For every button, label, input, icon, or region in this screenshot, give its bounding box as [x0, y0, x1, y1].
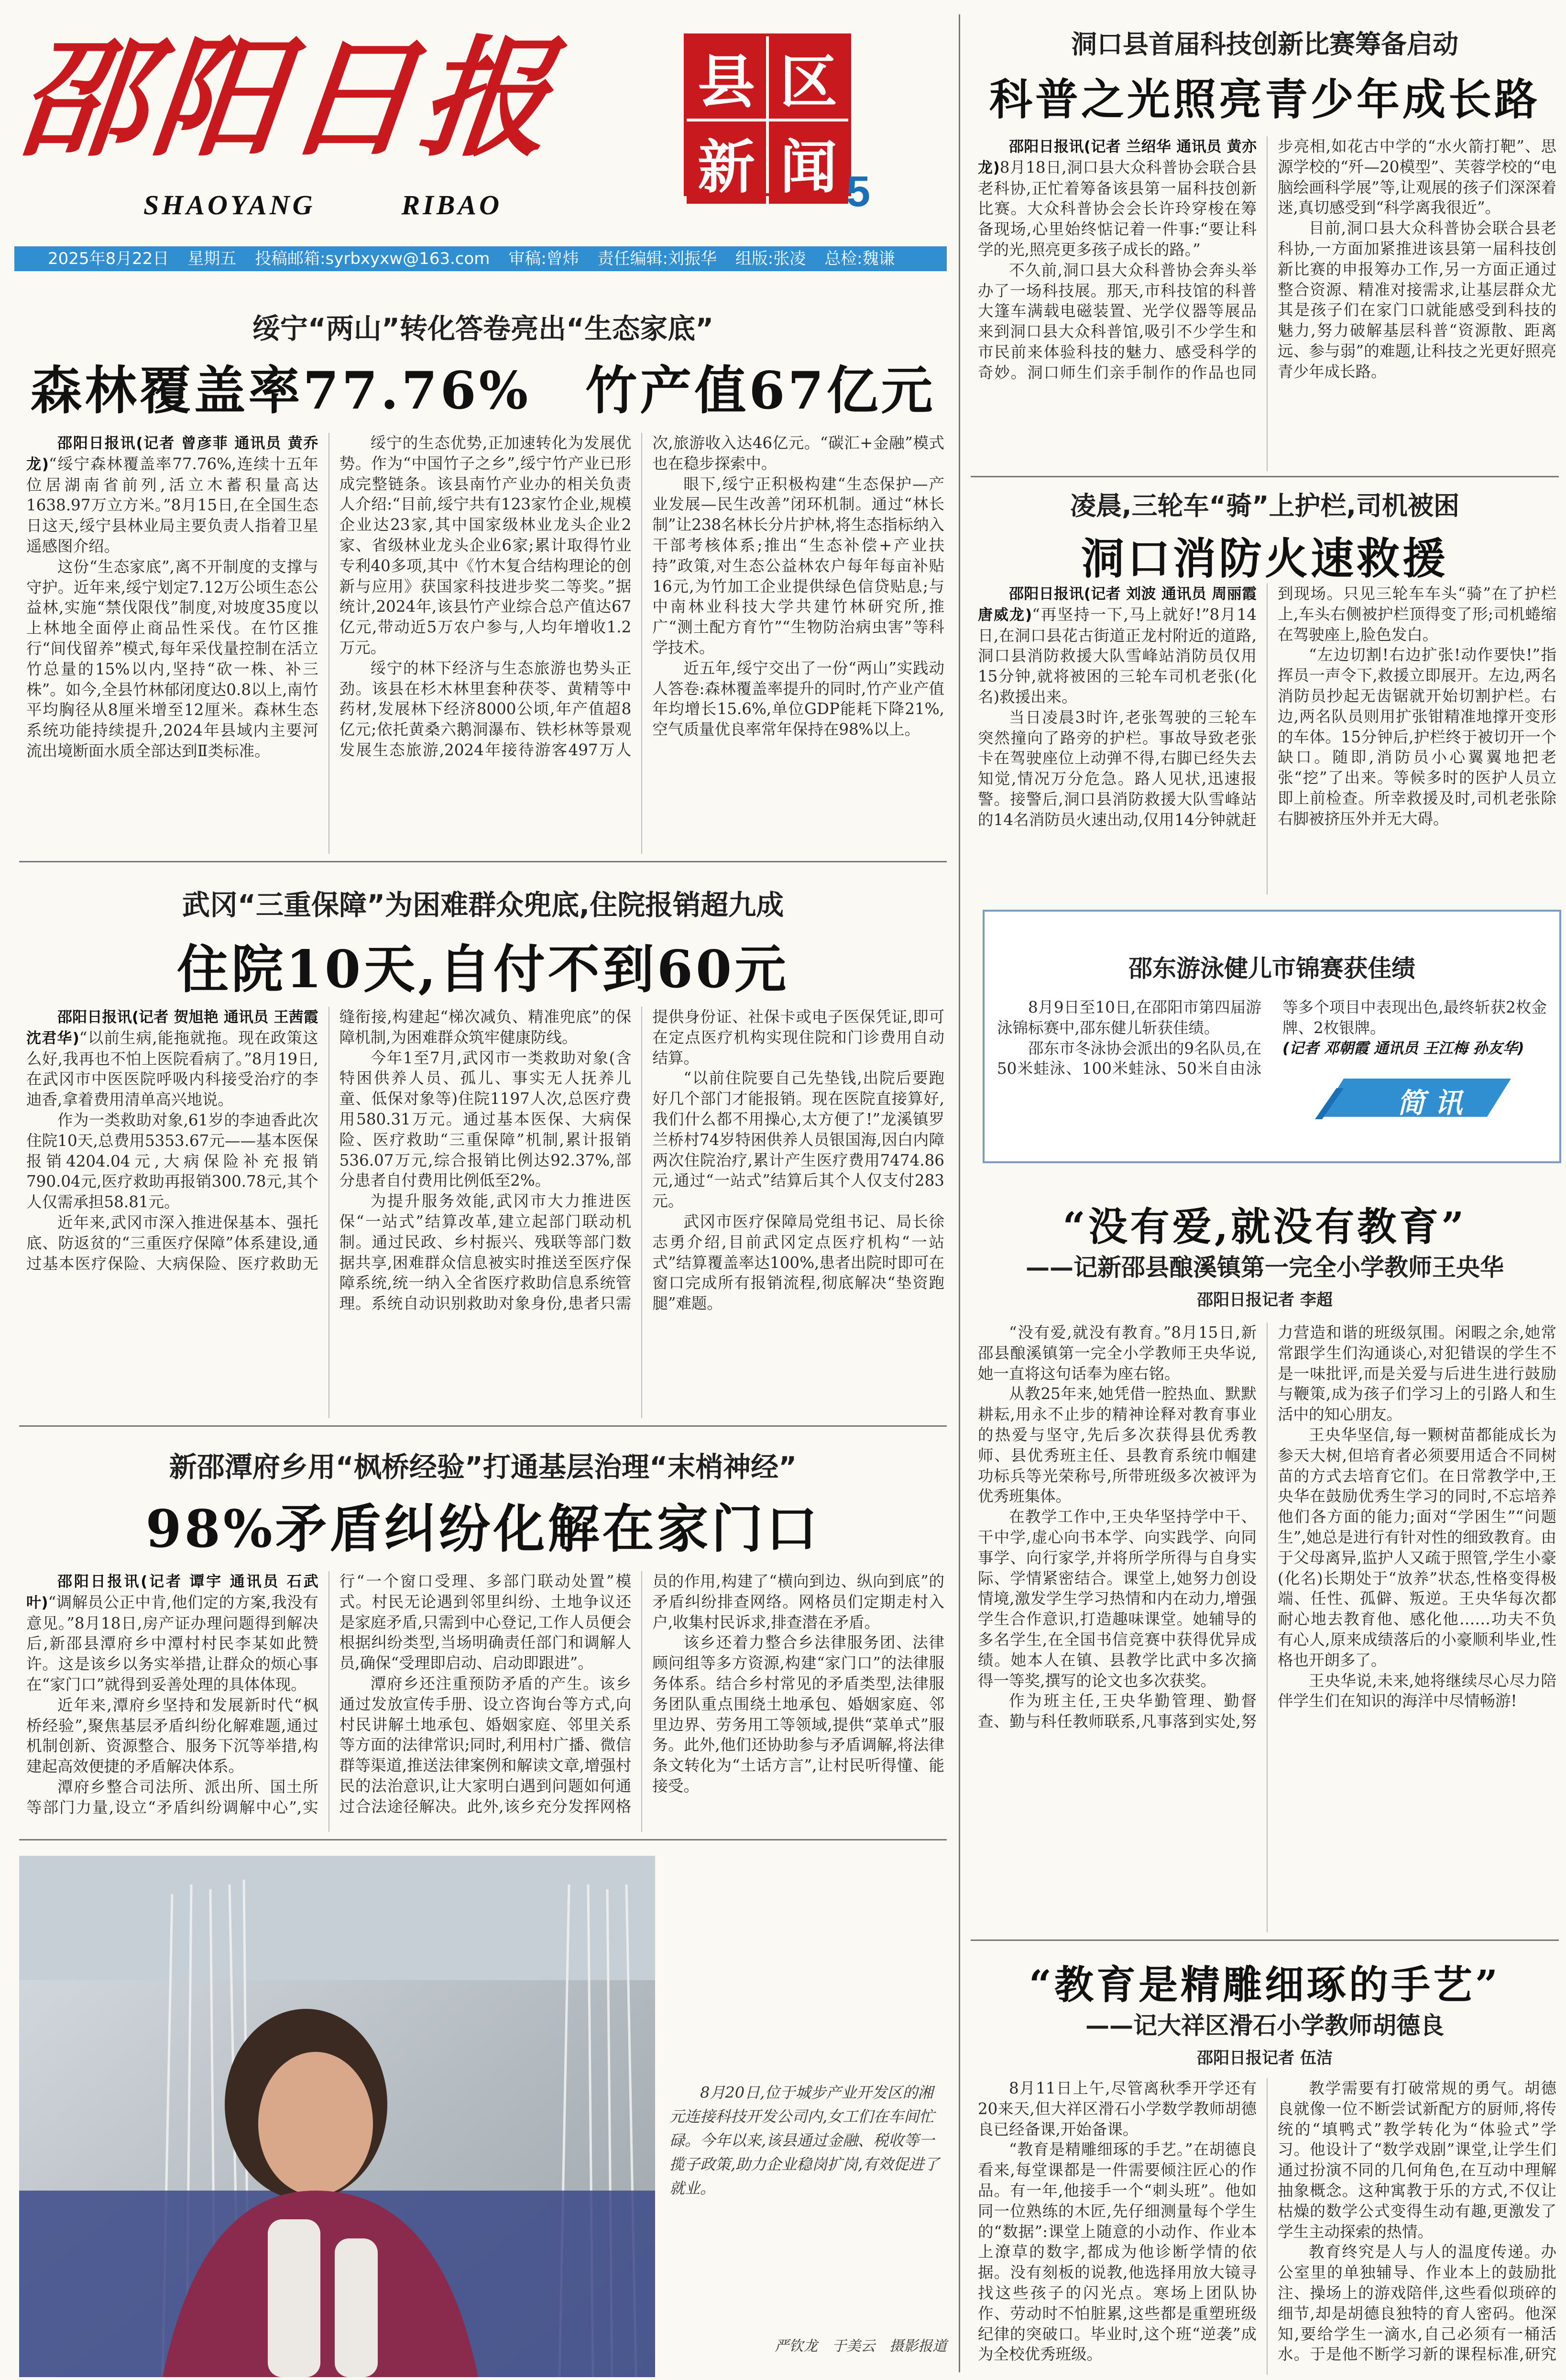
- pinyin-right: RIBAO: [401, 189, 503, 220]
- paragraph: “调解员公正中肯,他们定的方案,我没有意见。”8月18日,房产证办理问题得到解决后,新邵县潭府乡中潭村村民李某如此赞许。这是该乡以务实举措,让群众的烦心事在“家门口”就得到妥善处理的具体体现。: [26, 1593, 318, 1694]
- article2-body: [26, 1007, 944, 1418]
- article2-dateline: 邵阳日报讯(记者 贺旭艳 通讯员 王茜霞 沈君华): [26, 1009, 318, 1047]
- paragraph: 8月11日上午,尽管离秋季开学还有20来天,但大祥区滑石小学数学教师胡德良已经备课,开始备课。: [978, 2079, 1257, 2138]
- paragraph: 王央华说,未来,她将继续尽心尽力陪伴学生们在知识的海洋中尽情畅游!: [1278, 1671, 1556, 1710]
- factory-worker-image: [19, 1856, 655, 2377]
- article7-body: [978, 2078, 1556, 2375]
- article4-headline: 科普之光照亮青少年成长路: [989, 74, 1540, 125]
- brief-tag: [1315, 1074, 1516, 1122]
- paragraph: 目前,洞口县大众科普协会联合县老科协,一方面加紧推进该县第一届科技创新比赛的申报筹办工作,另一方面正通过整合资源、精准对接需求,让基层群众尤其是孩子们在家门口就能感受到科技的魅力,努力破解基层科普“资源散、距离远、参与弱”的难题,让科技之光更好照亮青少年成长路。: [1278, 219, 1556, 381]
- edition-char: 县: [687, 36, 766, 119]
- paragraph: 近年来,武冈市深入推进保基本、强托底、防返贫的“三重医疗保障”体系建设,通过基本医疗保险、大病保险、医疗救助无缝衔接,构建起“梯次减负、精准兜底”的保障机制,为困难群众筑牢健康防线。: [26, 1008, 632, 1273]
- brief-kicker: 邵东游泳健儿市锦赛获佳绩: [1128, 955, 1415, 982]
- paragraph: 该乡还着力整合乡法律服务团、法律顾问组等多方资源,构建“家门口”的法律服务体系。结合乡村常见的矛盾类型,法律服务团队重点围绕土地承包、婚姻家庭、邻里边界、劳务用工等领域,提供“菜单式”服务。此外,他们还协助参与矛盾调解,将法律条文转化为“土话方言”,让村民听得懂、能接受。: [652, 1633, 944, 1795]
- paragraph: 作为班主任,王央华勤管理、勤督查、勤与科任教师联系,凡事落到实处,努力营造和谐的班级氛围。闲暇之余,她常常跟学生们沟通谈心,对犯错误的学生不是一味批评,而是关爱与后进生进行鼓励与鞭策,成为孩子们学习上的引路人和生活中的知心朋友。: [978, 1323, 1556, 1731]
- paragraph: “没有爱,就没有教育。”8月15日,新邵县酿溪镇第一完全小学教师王央华说,她一直将这句话奉为座右铭。: [978, 1323, 1257, 1383]
- issue-date: 2025年8月22日: [48, 249, 169, 268]
- paragraph: 近五年,绥宁交出了一份“两山”实践动人答卷:森林覆盖率提升的同时,竹产业产值年均增长15.6%,单位GDP能耗下降21%,空气质量优良率常年保持在98%以上。: [652, 659, 944, 739]
- article5-body: [978, 584, 1556, 894]
- article7-kicker: “教育是精雕细琢的手艺”: [1029, 1962, 1501, 2008]
- paragraph: 绥宁的林下经济与生态旅游也势头正劲。该县在杉木林里套种茯苓、黄精等中药材,发展林下经济8000公顷,年产值超8亿元;依托黄桑六鹅洞瀑布、铁杉林等景观发展生态旅游,2024年接待游客497万人次,旅游收入达46亿元。“碳汇+金融”模式也在稳步探索中。: [339, 434, 944, 759]
- factory-photo: [19, 1856, 655, 2377]
- paragraph: 作为一类救助对象,61岁的李迪香此次住院10天,总费用5353.67元——基本医保报销4204.04元,大病保险补充报销790.04元,医疗救助再报销300.78元,其个人仅需承担58.81元。: [26, 1111, 318, 1212]
- editor: 责任编辑:刘振华: [597, 249, 717, 268]
- paragraph: 今年1至7月,武冈市一类救助对象(含特困供养人员、孤儿、事实无人抚养儿童、低保对象等)住院1197人次,总医疗费用580.31万元。通过基本医保、大病保险、医疗救助“三重保障”机制,累计报销536.07万元,综合报销比例达92.37%,部分患者自付费用比例低至2%。: [339, 1048, 632, 1190]
- edition-char: 区: [769, 36, 848, 119]
- page-number: 5: [846, 168, 871, 216]
- edition-char: 闻: [769, 121, 848, 204]
- masthead-logo: [11, 19, 650, 177]
- proofreader: 总检:魏谦: [824, 249, 895, 268]
- article1-body: [26, 433, 944, 854]
- divider: [971, 476, 1559, 477]
- reviewer: 审稿:曾炜: [508, 249, 579, 268]
- article1-headline: 森林覆盖率77.76% 竹产值67亿元: [30, 361, 936, 421]
- article7-subhead: ——记大祥区滑石小学教师胡德良: [1085, 2012, 1444, 2039]
- article3-kicker: 新邵潭府乡用“枫桥经验”打通基层治理“末梢神经”: [169, 1451, 797, 1483]
- paragraph: “以前住院要自己先垫钱,出院后要跑好几个部门才能报销。现在医院直接算好,我们什么都不用操心,太方便了!”龙溪镇罗兰桥村74岁特困供养人员银国海,因白内障两次住院治疗,累计产生医疗费用7474.86元,通过“一站式”结算后其个人仅支付283元。: [652, 1069, 944, 1211]
- article1-dateline: 邵阳日报讯(记者 曾彦菲 通讯员 黄乔龙): [26, 435, 318, 473]
- article4-kicker: 洞口县首届科技创新比赛筹备启动: [1071, 29, 1458, 59]
- divider: [19, 1839, 947, 1840]
- paragraph: “再坚持一下,马上就好!”8月14日,在洞口县花古街道正龙村附近的道路,洞口县消防救援大队雪峰站消防员仅用15分钟,就将被困的三轮车司机老张(化名)救援出来。: [978, 605, 1257, 706]
- article5-headline: 洞口消防火速救援: [1081, 533, 1448, 584]
- pinyin-left: SHAOYANG: [143, 189, 316, 220]
- paragraph: 武冈市医疗保障局党组书记、局长徐志勇介绍,目前武冈定点医疗机构“一站式”结算覆盖率达100%,患者出院时即可在窗口完成所有报销流程,彻底解决“垫资跑腿”难题。: [652, 1212, 944, 1313]
- paragraph: 当日凌晨3时许,老张驾驶的三轮车突然撞向了路旁的护栏。事故导致老张卡在驾驶座位上动弹不得,右脚已经失去知觉,情况万分危急。路人见状,迅速报警。接警后,洞口县消防救援大队雪峰站的14名消防员火速出动,仅用14分钟就赶到现场。只见三轮车车头“骑”在了护栏上,车头右侧被护栏顶得变了形;司机蜷缩在驾驶座上,脸色发白。: [978, 584, 1556, 829]
- paragraph: 王央华坚信,每一颗树苗都能成长为参天大树,但培育者必须要用适合不同树苗的方式去培育它们。在日常教学中,王央华在鼓励优秀生学习的同时,不忘培养他们各方面的能力;面对“学困生”“问题生”,她总是进行有针对性的细致教育。由于父母离异,监护人又疏于照管,学生小豪(化名)长期处于“放养”状态,性格变得极端、任性、孤僻、叛逆。王央华每次都耐心地去教育他、感化他……功夫不负有心人,原来成绩落后的小豪顺利毕业,性格也开朗多了。: [1278, 1425, 1556, 1669]
- article3-headline: 98%矛盾纠纷化解在家门口: [145, 1499, 821, 1559]
- paragraph: 教育终究是人与人的温度传递。办公室里的单独辅导、作业本上的鼓励批注、操场上的游戏陪伴,这些看似琐碎的细节,却是胡德良独特的育人密码。他深知,要给学生一滴水,自己必须有一桶活水。于是他不断学习新的课程标准,研究: [1278, 2243, 1556, 2364]
- article6-kicker: “没有爱,就没有教育”: [1062, 1204, 1467, 1250]
- paragraph: 从教25年来,她凭借一腔热血、默默耕耘,用永不止步的精神诠释对教育事业的热爱与坚守,先后多次获得县优秀教师、县优秀班主任、县教育系统巾帼建功标兵等光荣称号,所带班级多次被评为优秀班集体。: [978, 1385, 1257, 1506]
- submission-email: 投稿邮箱:syrbxyxw@163.com: [255, 249, 490, 268]
- paragraph: 在教学工作中,王央华坚持学中干、干中学,虚心向书本学、向实践学、向同事学、向行家学,并将所学所得与自身实际、学情紧密结合。课堂上,她努力创设情境,激发学生学习热情和内在动力,增强学生合作意识,打造趣味课堂。她辅导的多名学生,在全国书信竞赛中获得优异成绩。她本人在镇、县教学比武中多次摘得一等奖,撰写的论文也多次获奖。: [978, 1508, 1257, 1690]
- paragraph: “以前生病,能拖就拖。现在政策这么好,我再也不怕上医院看病了。”8月19日,在武冈市中医医院呼吸内科接受治疗的李迪香,拿着费用清单高兴地说。: [26, 1028, 318, 1109]
- article2-kicker: 武冈“三重保障”为困难群众兜底,住院报销超九成: [182, 889, 784, 921]
- article2-headline: 住院10天,自付不到60元: [176, 939, 789, 1000]
- paragraph: 教学需要有打破常规的勇气。胡德良就像一位不断尝试新配方的厨师,将传统的“填鸭式”教学转化为“体验式”学习。他设计了“数学戏剧”课堂,让学生们通过扮演不同的几何角色,在互动中理解抽象概念。这种寓教于乐的方式,不仅让枯燥的数学公式变得生动有趣,更激发了学生主动探索的热情。: [1278, 2079, 1556, 2241]
- issue-weekday: 星期五: [187, 249, 237, 268]
- paragraph: 8月18日,洞口县大众科普协会联合县老科协,正忙着筹备该县第一届科技创新比赛。大众科普协会会长许玲穿梭在筹备现场,心里始终惦记着一件事:“要让科学的光,照亮更多孩子成长的路。”: [978, 158, 1257, 259]
- masthead-title: 邵阳日报: [11, 22, 563, 174]
- article3-dateline: 邵阳日报讯(记者 谭宇 通讯员 石武叶): [26, 1573, 318, 1611]
- article4-dateline: 邵阳日报讯(记者 兰绍华 通讯员 黄亦龙): [978, 138, 1257, 176]
- article5-dateline: 邵阳日报讯(记者 刘波 通讯员 周丽霞 唐威龙): [978, 585, 1257, 624]
- article6-byline: 邵阳日报记者 李超: [1197, 1290, 1333, 1310]
- info-bar: [14, 246, 947, 271]
- paragraph: 邵东市冬泳协会派出的9名队员,在50米蛙泳、100米蛙泳、50米自由泳等多个项目中表现出色,最终斩获2枚金牌、2枚银牌。: [997, 998, 1547, 1078]
- paragraph: 潭府乡整合司法所、派出所、国土所等部门力量,设立“矛盾纠纷调解中心”,实行“一个窗口受理、多部门联动处置”模式。村民无论遇到邻里纠纷、土地争议还是家庭矛盾,只需到中心登记,工作人员便会根据纠纷类型,当场明确责任部门和调解人员,确保“受理即启动、启动即跟进”。: [26, 1572, 632, 1817]
- brief-credit: (记者 邓朝霞 通讯员 王江梅 孙友华): [1282, 1039, 1524, 1057]
- divider: [19, 861, 947, 862]
- paragraph: 8月9日至10日,在邵阳市第四届游泳锦标赛中,邵东健儿斩获佳绩。: [997, 998, 1261, 1037]
- masthead-pinyin: [143, 189, 588, 221]
- paragraph: “左边切割!右边扩张!动作要快!”指挥员一声令下,救援立即展开。左边,两名消防员抄起无齿锯就开始切割护栏。右边,两名队员则用扩张钳精准地撑开变形的车体。15分钟后,护栏终于被切开一个缺口。随即,消防员小心翼翼地把老张“挖”了出来。等候多时的医护人员立即上前检查。所幸救援及时,司机老张除右脚被挤压外并无大碍。: [1278, 646, 1556, 828]
- paragraph: 眼下,绥宁正积极构建“生态保护—产业发展—民生改善”闭环机制。通过“林长制”让238名林长分片护林,将生态指标纳入干部考核体系;推出“生态补偿+产业扶持”政策,对生态公益林农户每年每亩补贴16元,为竹加工企业提供绿色信贷贴息;与中南林业科技大学共建竹林研究所,推广“测土配方育竹”“生物防治病虫害”等科学技术。: [652, 474, 944, 657]
- divider: [971, 1939, 1559, 1941]
- column-divider: [959, 14, 960, 2372]
- edition-char: 新: [687, 121, 766, 204]
- paragraph: “教育是精雕细琢的手艺。”在胡德良看来,每堂课都是一件需要倾注匠心的作品。有一年,他接手一个“刺头班”。他如同一位熟练的木匠,先仔细测量每个学生的“数据”:课堂上随意的小动作、作业本上潦草的数字,都成为他诊断学情的依据。没有刻板的说教,他选择用放大镜寻找这些孩子的闪光点。寒场上团队协作、劳动时不怕脏累,这些都是重塑班级纪律的突破口。毕业时,这个班“逆袭”成为全校优秀班级。: [978, 2140, 1257, 2364]
- article1-kicker: 绥宁“两山”转化答卷亮出“生态家底”: [252, 312, 714, 345]
- article6-subhead: ——记新邵县酿溪镇第一完全小学教师王央华: [1026, 1254, 1504, 1281]
- paragraph: 近年来,潭府乡坚持和发展新时代“枫桥经验”,聚焦基层矛盾纠纷化解难题,通过机制创新、资源整合、服务下沉等举措,构建起高效便捷的矛盾解决体系。: [26, 1696, 318, 1776]
- paragraph: 这份“生态家底”,离不开制度的支撑与守护。近年来,绥宁划定7.12万公顷生态公益林,实施“禁伐限伐”制度,对坡度35度以上林地全面停止商品性采伐。在竹区推行“间伐留养”模式,每年采伐量控制在活立竹总量的15%以内,坚持“砍一株、补三株”。如今,全县竹林郁闭度达0.8以上,南竹平均胸径从8厘米增至12厘米。森林生态系统功能持续提升,2024年县域内主要河流出境断面水质全部达到Ⅱ类标准。: [26, 557, 318, 760]
- article3-body: [26, 1571, 944, 1832]
- photo-caption: 8月20日,位于城步产业开发区的湘元连接科技开发公司内,女工们在车间忙碌。今年以来,该县通过金融、税收等一揽子政策,助力企业稳岗扩岗,有效促进了就业。: [669, 2083, 940, 2197]
- photo-credit: 严钦龙 于美云 摄影报道: [775, 2338, 947, 2355]
- paragraph: 不久前,洞口县大众科普协会奔头举办了一场科技展。那天,市科技馆的科普大篷车满载电磁装置、光学仪器等展品来到洞口县大众科普馆,吸引不少学生和市民前来体验科技的魅力、感受科学的奇妙。洞口师生们亲手制作的作品也同步亮相,如花古中学的“水火箭打靶”、思源学校的“歼—20模型”、芙蓉学校的“电脑绘画科学展”等,让观展的孩子们深深着迷,真切感受到“科学离我很近”。: [978, 137, 1556, 382]
- edition-label: [684, 33, 851, 201]
- brief-tag-label: 简 讯: [1397, 1087, 1463, 1119]
- paragraph: 潭府乡还注重预防矛盾的产生。该乡通过发放宣传手册、设立咨询台等方式,向村民讲解土地承包、婚姻家庭、邻里关系等方面的法律常识;同时,利用村广播、微信群等渠道,推送法律案例和解读文章,增强村民的法治意识,让大家明白遇到问题如何通过合法途径解决。此外,该乡充分发挥网格员的作用,构建了“横向到边、纵向到底”的矛盾纠纷排查网络。网格员们定期走村入户,收集村民诉求,排查潜在矛盾。: [339, 1572, 944, 1816]
- layout-credit: 组版:张凌: [735, 249, 806, 268]
- divider: [19, 1425, 947, 1427]
- paragraph: “绥宁森林覆盖率77.76%,连续十五年位居湖南省前列,活立木蓄积量高达1638.97万立方米。”8月15日,在全国生态日这天,绥宁县林业局主要负责人指着卫星遥感图介绍。: [26, 454, 318, 555]
- article4-body: [978, 136, 1556, 471]
- paragraph: 绥宁的生态优势,正加速转化为发展优势。作为“中国竹子之乡”,绥宁竹产业已形成完整链条。该县南竹产业办的相关负责人介绍:“目前,绥宁共有123家竹企业,规模企业达23家,其中国家级林业龙头企业2家、省级林业龙头企业6家;累计取得竹业专利40多项,其中《竹木复合结构理论的创新与应用》获国家科技进步奖二等奖。”据统计,2024年,该县竹产业综合总产值达67亿元,带动近5万农户参与,人均年增收1.2万元。: [339, 434, 632, 657]
- article7-byline: 邵阳日报记者 伍洁: [1197, 2049, 1333, 2068]
- paragraph: 为提升服务效能,武冈市大力推进医保“一站式”结算改革,建立起部门联动机制。通过民政、乡村振兴、残联等部门数据共享,困难群众信息被实时推送至医疗保障系统,统一纳入全省医疗救助信息系统管理。系统自动识别救助对象身份,患者只需提供身份证、社保卡或电子医保凭证,即可在定点医疗机构实现住院和门诊费用自动结算。: [339, 1008, 944, 1313]
- article5-kicker: 凌晨,三轮车“骑”上护栏,司机被困: [1070, 491, 1459, 521]
- article6-body: [978, 1322, 1556, 1932]
